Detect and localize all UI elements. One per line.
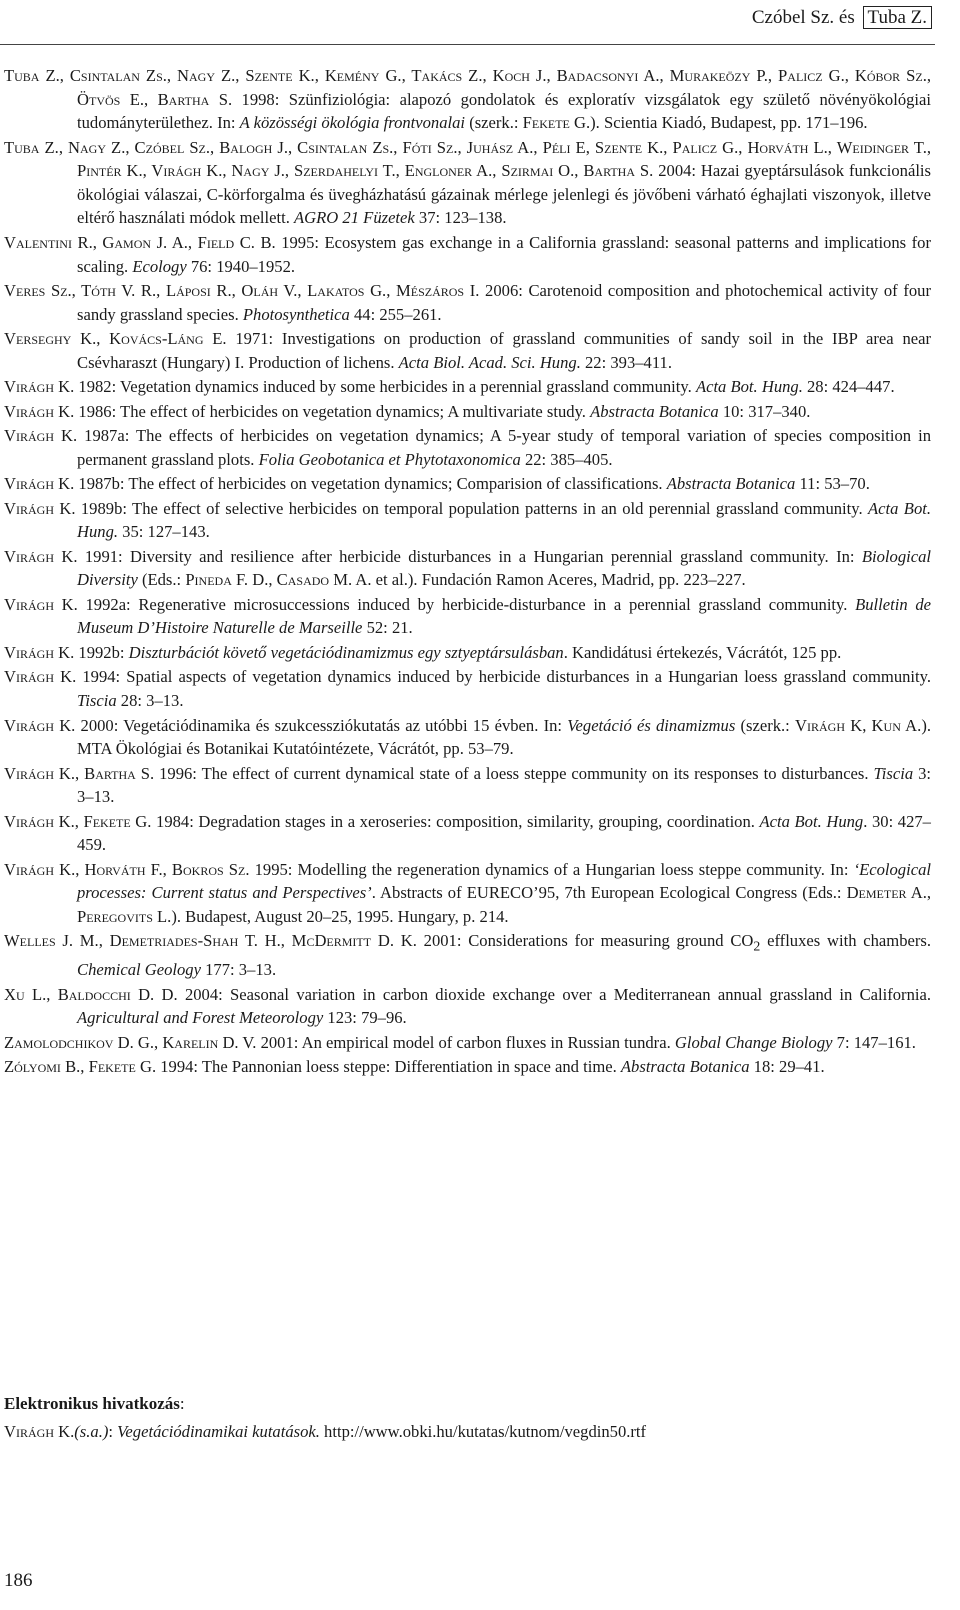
running-head-boxed-author: Tuba Z. [863, 6, 932, 29]
reference-entry: Veres Sz., Tóth V. R., Láposi R., Oláh V., Lakatos G., Mészáros I. 2006: Carotenoid composition and photochemical activity of four sandy grassland species. Photosynthetica 44: 255–261. [4, 281, 931, 324]
reference-entry: Virágh K., Horváth F., Bokros Sz. 1995: Modelling the regeneration dynamics of a Hungarian loess steppe community. In: ‘Ecological processes: Current status and Perspectives’. Abstracts of EURECO’95, 7th European Ecological Congress (Eds.: Demeter A., Peregovits L.). Budapest, August 20–25, 1995. Hungary, p. 214. [4, 859, 931, 926]
reference-entry: Virágh K. 1992b: Diszturbációt követő vegetációdinamizmus egy sztyeptársulásban. Kandidátusi értekezés, Vácrátót, 125 pp. [4, 642, 842, 662]
section-title-text: Elektronikus hivatkozás [4, 1394, 180, 1413]
section-title-electronic [4, 1394, 185, 1414]
reference-entry: Virágh K., Bartha S. 1996: The effect of current dynamical state of a loess steppe community on its responses to disturbances. Tiscia 3: 3–13. [4, 763, 931, 807]
page-number: 186 [4, 1570, 33, 1591]
eref-sep: : [108, 1422, 118, 1441]
reference-entry: Zamolodchikov D. G., Karelin D. V. 2001: An empirical model of carbon fluxes in Russian tundra. Global Change Biology 7: 147–161. [4, 1032, 916, 1052]
electronic-reference [4, 1420, 646, 1443]
reference-entry: Virágh K. 1986: The effect of herbicides on vegetation dynamics; A multivariate study. Abstracta Botanica 10: 317–340. [4, 401, 811, 421]
running-head-authors: Czóbel Sz. és [751, 7, 855, 28]
reference-entry: Virágh K. 1987b: The effect of herbicides on vegetation dynamics; Comparision of classifications. Abstracta Botanica 11: 53–70. [4, 474, 870, 494]
reference-entry: Virágh K. 1994: Spatial aspects of vegetation dynamics induced by herbicide disturbances in a Hungarian loess grassland community. Tiscia 28: 3–13. [4, 667, 931, 711]
reference-entry: Virágh K. 1987a: The effects of herbicides on vegetation dynamics; A 5-year study of temporal variation of species composition in permanent grassland plots. Folia Geobotanica et Phytotaxonomica 22: 385–405. [4, 426, 931, 469]
reference-entry: Virágh K. 1982: Vegetation dynamics induced by some herbicides in a perennial grassland community. Acta Bot. Hung. 28: 424–447. [4, 377, 895, 397]
eref-sa: (s.a.) [74, 1422, 109, 1441]
reference-entry: Virágh K. 1991: Diversity and resilience after herbicide disturbances in a Hungarian perennial grassland community. In: Biological Diversity (Eds.: Pineda F. D., Casado M. A. et al.). Fundación Ramon Aceres, Madrid, pp. 223–227. [4, 546, 932, 590]
eref-author: Virágh K. [4, 1422, 75, 1441]
section-title-colon: : [179, 1394, 185, 1413]
eref-url[interactable]: http://www.obki.hu/kutatas/kutnom/vegdin50.rtf [319, 1422, 647, 1441]
reference-entry: Virágh K. 1992a: Regenerative microsuccessions induced by herbicide-disturbance in a perennial grassland community. Bulletin de Museum D’Histoire Naturelle de Marseille 52: 21. [4, 594, 931, 638]
reference-list [4, 64, 931, 1080]
reference-entry: Virágh K. 1989b: The effect of selective herbicides on temporal population patterns in an old perennial grassland community. Acta Bot. Hung. 35: 127–143. [4, 498, 931, 542]
reference-entry: Virágh K., Fekete G. 1984: Degradation stages in a xeroseries: composition, similarity, grouping, coordination. Acta Bot. Hung. 30: 427–459. [4, 811, 931, 855]
reference-entry: Zólyomi B., Fekete G. 1994: The Pannonian loess steppe: Differentiation in space and time. Abstracta Botanica 18: 29–41. [4, 1057, 825, 1077]
reference-entry: Valentini R., Gamon J. A., Field C. B. 1995: Ecosystem gas exchange in a California grassland: seasonal patterns and implications for scaling. Ecology 76: 1940–1952. [4, 232, 931, 276]
reference-entry: Welles J. M., Demetriades-Shah T. H., McDermitt D. K. 2001: Considerations for measuring ground $CO_2$ effluxes with chambers. Chemical Geology 177: 3–13. [4, 931, 931, 980]
reference-entry: Tuba Z., Nagy Z., Czóbel Sz., Balogh J., Csintalan Zs., Fóti Sz., Juhász A., Péli E, Szente K., Palicz G., Horváth L., Weidinger T., Pintér K., Virágh K., Nagy J., Szerdahelyi T., Engloner A., Szirmai O., Bartha S. 2004: Hazai gyeptársulások funkcionális ökológiai válaszai, C-körforgalma és üvegházhatású gázainak mérlege jelenlegi és jövőbeni várható éghajlati viszonyok, illetve eltérő használati módok mellett. AGRO 21 Füzetek 37: 123–138. [4, 137, 931, 228]
header-rule [0, 44, 935, 45]
reference-entry: Tuba Z., Csintalan Zs., Nagy Z., Szente K., Kemény G., Takács Z., Koch J., Badacsonyi A., Murakeözy P., Palicz G., Kóbor Sz., Ötvös E., Bartha S. 1998: Szünfiziológia: alapozó gondolatok és exploratív vizsgálatok egy születő növényökológiai tudományterülethez. In: A közösségi ökológia frontvonalai (szerk.: Fekete G.). Scientia Kiadó, Budapest, pp. 171–196. [4, 66, 931, 133]
reference-entry: Virágh K. 2000: Vegetációdinamika és szukcessziókutatás az utóbbi 15 évben. In: Vegetáció és dinamizmus (szerk.: Virágh K, Kun A.). MTA Ökológiai és Botanikai Kutatóintézete, Vácrátót, pp. 53–79. [4, 715, 931, 759]
reference-entry: Xu L., Baldocchi D. D. 2004: Seasonal variation in carbon dioxide exchange over a Mediterranean annual grassland in California. Agricultural and Forest Meteorology 123: 79–96. [4, 984, 931, 1028]
running-head [752, 6, 932, 30]
reference-entry: Verseghy K., Kovács-Láng E. 1971: Investigations on production of grassland communities of sandy soil in the IBP area near Csévharaszt (Hungary) I. Production of lichens. Acta Biol. Acad. Sci. Hung. 22: 393–411. [4, 329, 931, 372]
eref-work: Vegetációdinamikai kutatások. [117, 1422, 320, 1441]
